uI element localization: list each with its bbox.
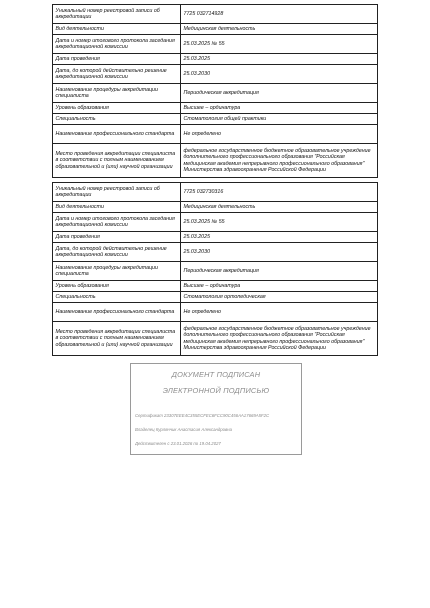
row-value: федеральное государственное бюджетное образовательное учреждение дополнительного профессионального образования "Российская медицинская академия непрерывного профессионального образования" Министерства здравоохранения Российской Федерации bbox=[181, 322, 378, 356]
record-row-valid-until bbox=[53, 65, 378, 84]
record-row-procedure bbox=[53, 84, 378, 103]
row-value: 25.03.2025 bbox=[181, 54, 378, 65]
record-row-location bbox=[53, 144, 378, 178]
row-value: Стоматология общей практики bbox=[181, 114, 378, 125]
row-value: 25.03.2025 № 55 bbox=[181, 213, 378, 232]
record-row-standard bbox=[53, 303, 378, 322]
record-row-standard bbox=[53, 125, 378, 144]
record-row-valid-until bbox=[53, 243, 378, 262]
row-label: Специальность bbox=[53, 292, 181, 303]
row-label: Наименование процедуры аккредитации специалиста bbox=[53, 84, 181, 103]
row-label: Уровень образования bbox=[53, 103, 181, 114]
row-value: Не определено bbox=[181, 303, 378, 322]
record-row-registry-number bbox=[53, 5, 378, 24]
row-value: 25.03.2025 № 55 bbox=[181, 35, 378, 54]
stamp-certificate: Сертификат 23307EEE4C355ECFEC6FCC90C456AA17669A5F2C bbox=[135, 413, 270, 418]
row-label: Уровень образования bbox=[53, 281, 181, 292]
row-label: Дата проведения bbox=[53, 232, 181, 243]
row-value: 25.03.2025 bbox=[181, 232, 378, 243]
record-row-location bbox=[53, 322, 378, 356]
row-label: Дата, до которой действительно решение аккредитационной комиссии bbox=[53, 243, 181, 262]
row-value: 25.03.2030 bbox=[181, 243, 378, 262]
record-row-activity bbox=[53, 202, 378, 213]
accreditation-record-2 bbox=[52, 182, 378, 356]
accreditation-record-1 bbox=[52, 4, 378, 178]
row-label: Место проведения аккредитации специалиста в соответствии с полным наименованием образовательной и (или) научной организации bbox=[53, 144, 181, 178]
record-row-procedure bbox=[53, 262, 378, 281]
record-row-education-level bbox=[53, 281, 378, 292]
row-value: Медицинская деятельность bbox=[181, 202, 378, 213]
row-value: Высшее – ординатура bbox=[181, 281, 378, 292]
record-row-date bbox=[53, 54, 378, 65]
record-row-protocol bbox=[53, 213, 378, 232]
row-label: Специальность bbox=[53, 114, 181, 125]
record-row-protocol bbox=[53, 35, 378, 54]
record-row-activity bbox=[53, 24, 378, 35]
record-row-specialty bbox=[53, 114, 378, 125]
row-value: Высшее – ординатура bbox=[181, 103, 378, 114]
row-value: 25.03.2030 bbox=[181, 65, 378, 84]
row-value: федеральное государственное бюджетное образовательное учреждение дополнительного профессионального образования "Российская медицинская академия непрерывного профессионального образования" Министерства здравоохранения Российской Федерации bbox=[181, 144, 378, 178]
record-row-registry-number bbox=[53, 183, 378, 202]
row-label: Вид деятельности bbox=[53, 202, 181, 213]
row-label: Наименование профессионального стандарта bbox=[53, 125, 181, 144]
stamp-title-line-1: ДОКУМЕНТ ПОДПИСАН bbox=[171, 370, 261, 379]
row-value: Медицинская деятельность bbox=[181, 24, 378, 35]
record-row-education-level bbox=[53, 103, 378, 114]
record-row-specialty bbox=[53, 292, 378, 303]
row-label: Дата, до которой действительно решение аккредитационной комиссии bbox=[53, 65, 181, 84]
row-value: Не определено bbox=[181, 125, 378, 144]
row-label: Наименование профессионального стандарта bbox=[53, 303, 181, 322]
electronic-signature-stamp bbox=[130, 363, 302, 455]
row-value: 7725 032730316 bbox=[181, 183, 378, 202]
row-label: Наименование процедуры аккредитации специалиста bbox=[53, 262, 181, 281]
record-row-date bbox=[53, 232, 378, 243]
stamp-owner: Владелец Курлянчик Анастасия Александровна bbox=[135, 427, 233, 432]
row-value: Периодическая аккредитация bbox=[181, 262, 378, 281]
row-label: Вид деятельности bbox=[53, 24, 181, 35]
row-label: Уникальный номер реестровой записи об аккредитации bbox=[53, 5, 181, 24]
row-label: Дата и номер итогового протокола заседания аккредитационной комиссии bbox=[53, 213, 181, 232]
row-value: Периодическая аккредитация bbox=[181, 84, 378, 103]
row-label: Место проведения аккредитации специалиста в соответствии с полным наименованием образовательной и (или) научной организации bbox=[53, 322, 181, 356]
stamp-validity: Действителен с 23.01.2026 по 19.04.2027 bbox=[135, 441, 221, 446]
row-value: 7725 032714928 bbox=[181, 5, 378, 24]
row-label: Уникальный номер реестровой записи об аккредитации bbox=[53, 183, 181, 202]
stamp-title-line-2: ЭЛЕКТРОННОЙ ПОДПИСЬЮ bbox=[162, 386, 270, 395]
row-label: Дата проведения bbox=[53, 54, 181, 65]
row-value: Стоматология ортопедическая bbox=[181, 292, 378, 303]
row-label: Дата и номер итогового протокола заседания аккредитационной комиссии bbox=[53, 35, 181, 54]
